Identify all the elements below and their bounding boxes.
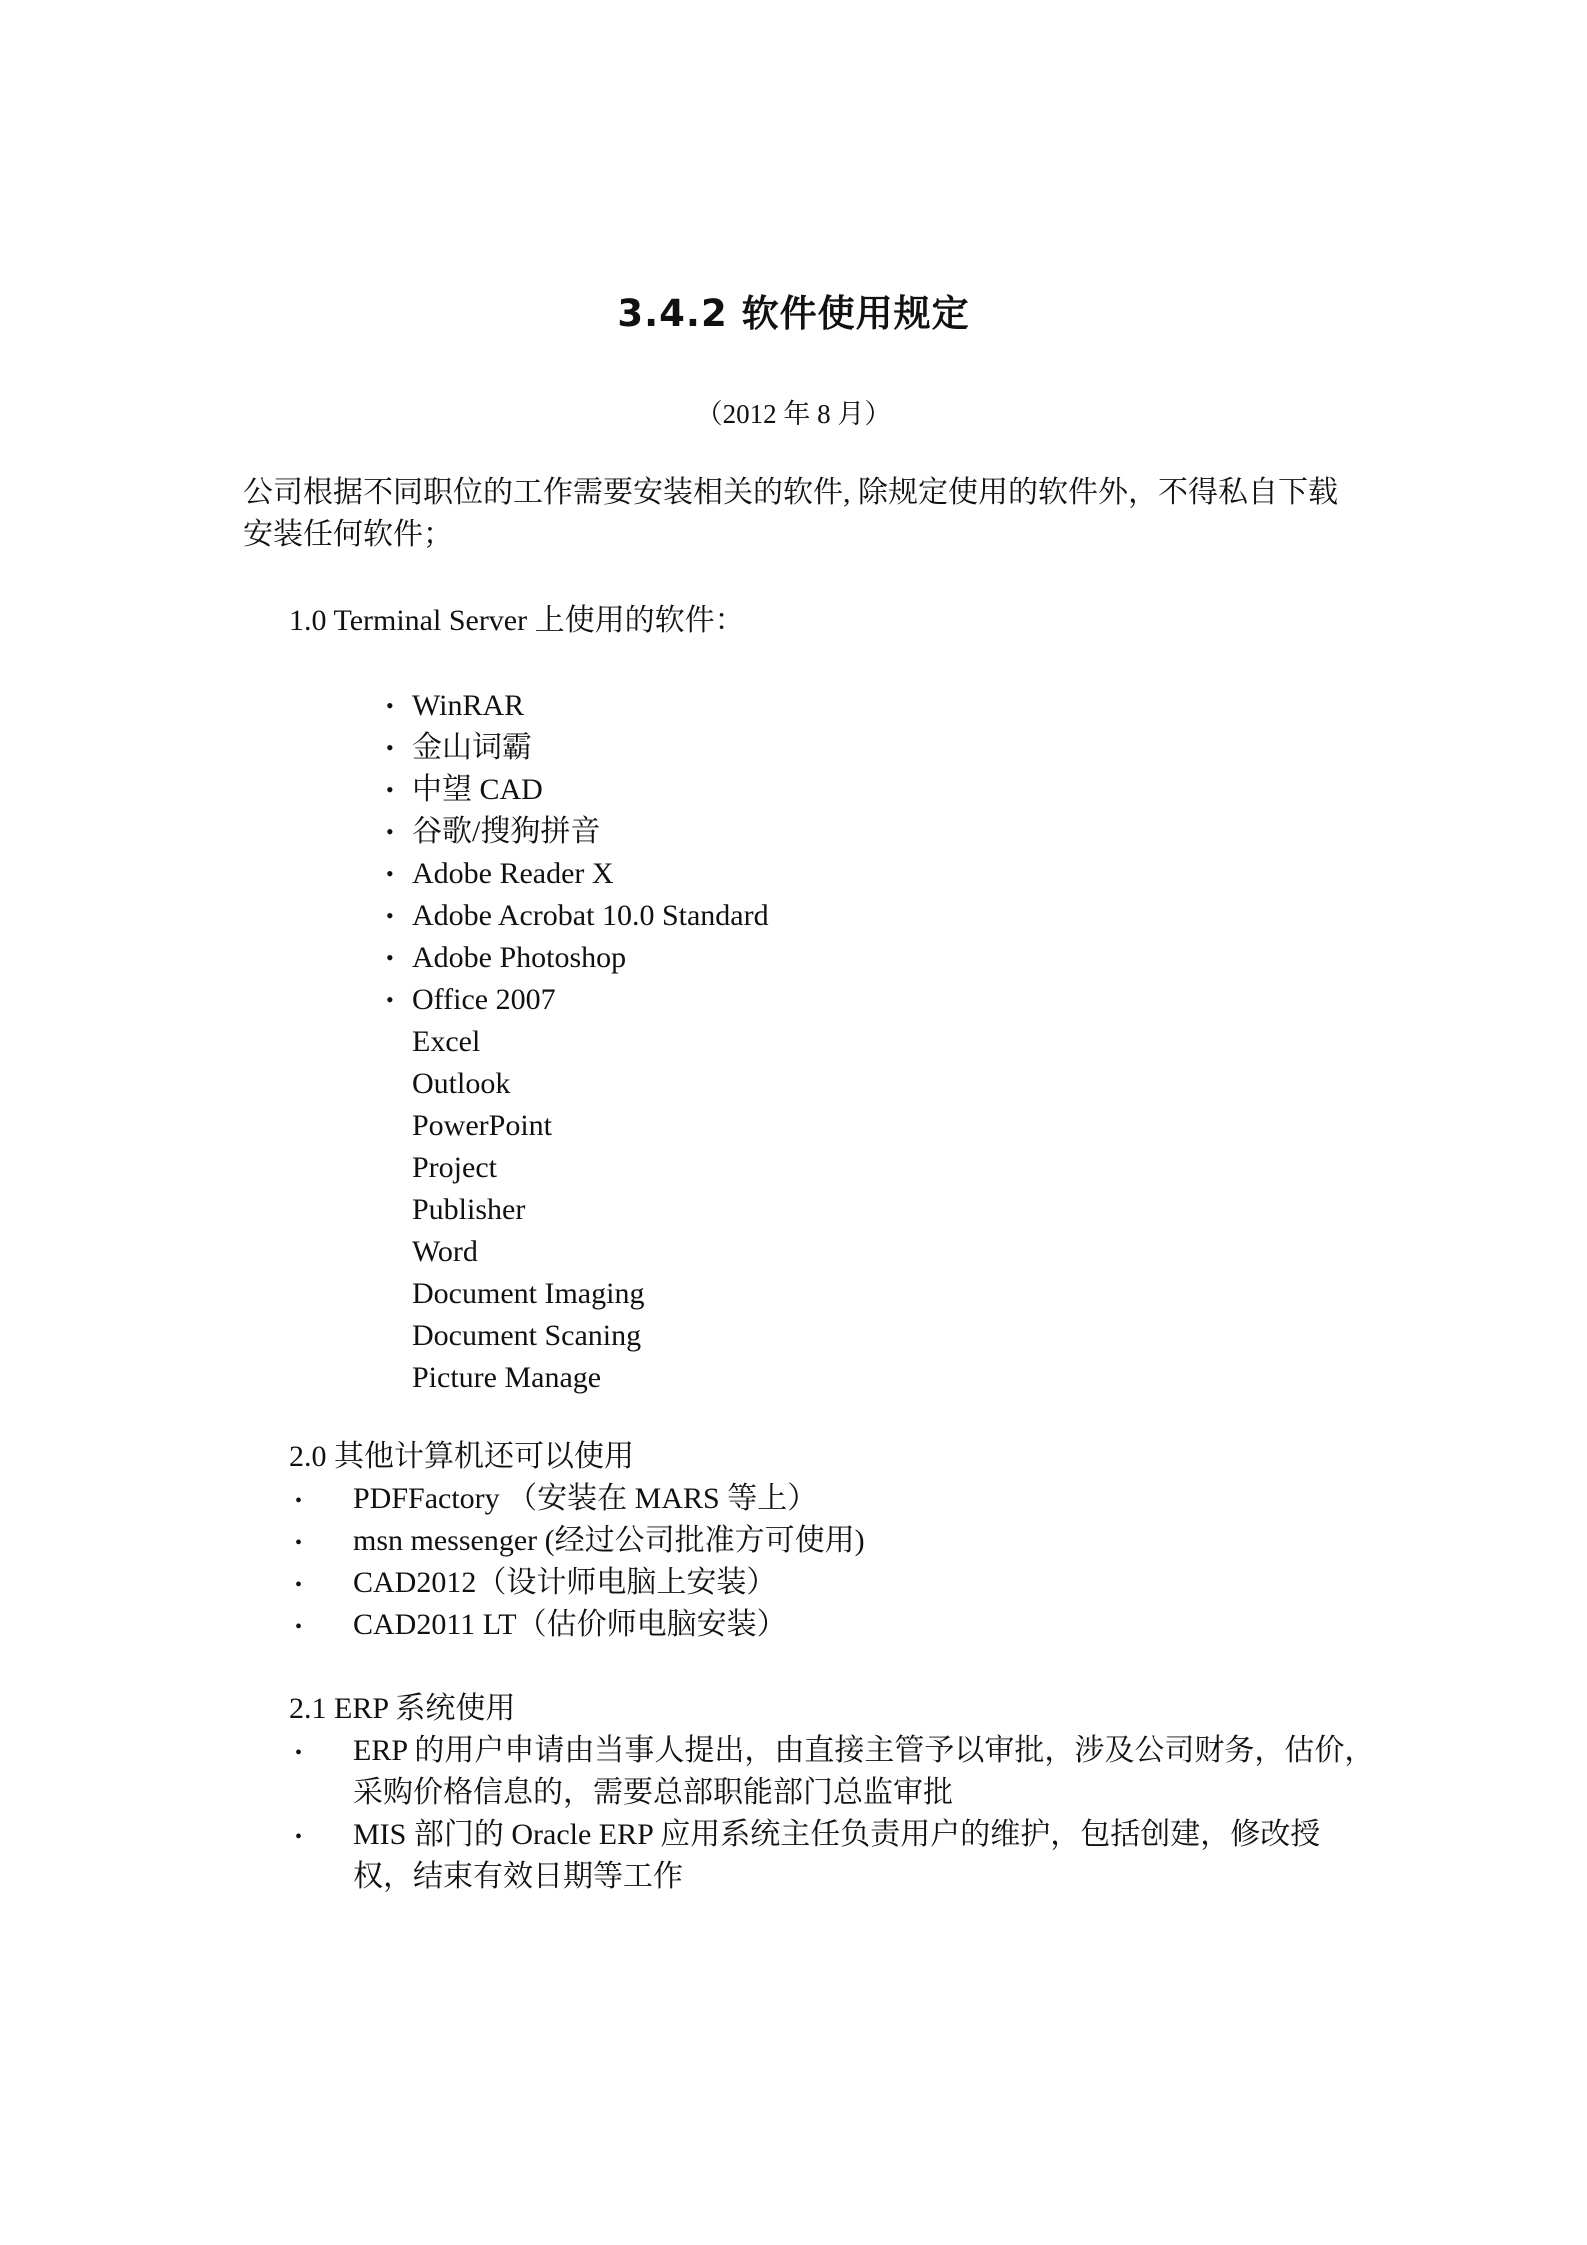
bullet-icon: • [386, 987, 394, 1012]
section-heading-erp: 2.1 ERP 系统使用 [289, 1692, 516, 1725]
intro-paragraph: 公司根据不同职位的工作需要安装相关的软件, 除规定使用的软件外，不得私自下载安装任何软件； [243, 476, 1338, 551]
page-title: 3.4.2 软件使用规定 [617, 292, 970, 335]
section-heading-terminal-server: 1.0 Terminal Server 上使用的软件： [289, 604, 745, 637]
office-subitem: Project [412, 1151, 497, 1184]
list-item: • Office 2007 [384, 979, 769, 1021]
other-computers-software-list [295, 1478, 865, 1646]
list-item: • ERP 的用户申请由当事人提出，由直接主管予以审批，涉及公司财务，估价，采购价格信息的，需要总部职能部门总监审批 [295, 1734, 1375, 1809]
erp-rules-list [295, 1730, 1375, 1898]
bullet-icon: • [295, 1616, 303, 1638]
bullet-icon: • [295, 1826, 303, 1848]
bullet-icon: • [386, 903, 394, 928]
bullet-icon: • [386, 777, 394, 802]
bullet-icon: • [295, 1742, 303, 1764]
office-subitem: Document Imaging [412, 1277, 645, 1310]
list-item: • 中望 CAD [384, 769, 769, 811]
bullet-icon: • [386, 693, 394, 718]
bullet-icon: • [295, 1532, 303, 1554]
office-subitem: PowerPoint [412, 1109, 553, 1142]
office-subitem: Document Scaning [412, 1319, 642, 1352]
bullet-icon: • [386, 945, 394, 970]
bullet-icon: • [295, 1574, 303, 1596]
list-item: • Adobe Photoshop [384, 937, 769, 979]
office-subitem: Publisher [412, 1193, 526, 1226]
list-item: • 谷歌/搜狗拼音 [384, 811, 769, 853]
office-subitem: Word [412, 1235, 478, 1268]
bullet-icon: • [386, 735, 394, 760]
list-item: • Adobe Acrobat 10.0 Standard [384, 895, 769, 937]
list-item: • PDFFactory （安装在 MARS 等上） [295, 1478, 865, 1520]
office-subitem: Picture Manage [412, 1361, 602, 1394]
list-item: • Adobe Reader X [384, 853, 769, 895]
section-heading-other-computers: 2.0 其他计算机还可以使用 [289, 1440, 634, 1473]
office-subitem: Excel [412, 1025, 481, 1058]
list-item: • msn messenger (经过公司批准方可使用) [295, 1520, 865, 1562]
bullet-icon: • [295, 1490, 303, 1512]
bullet-icon: • [386, 861, 394, 886]
terminal-server-software-list [384, 685, 769, 1399]
list-item: • CAD2011 LT（估价师电脑安装） [295, 1604, 865, 1646]
list-item: • MIS 部门的 Oracle ERP 应用系统主任负责用户的维护，包括创建，修改授权，结束有效日期等工作 [295, 1818, 1321, 1893]
document-date: （2012 年 8 月） [695, 399, 892, 429]
list-item: • 金山词霸 [384, 727, 769, 769]
bullet-icon: • [386, 819, 394, 844]
list-item: • CAD2012（设计师电脑上安装） [295, 1562, 865, 1604]
office-subitem: Outlook [412, 1067, 511, 1100]
list-item: • WinRAR [384, 685, 769, 727]
